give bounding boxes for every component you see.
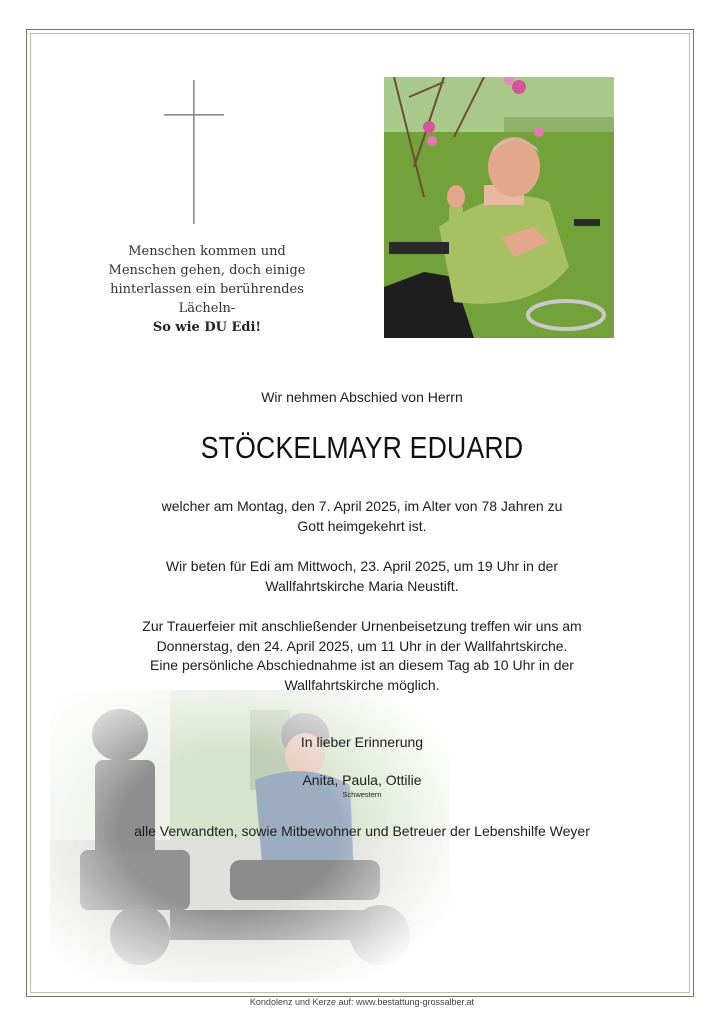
funeral-line: Eine persönliche Abschiednahme ist an diesem Tag ab 10 Uhr in der bbox=[150, 657, 574, 673]
portrait-photo bbox=[384, 77, 614, 338]
poem-line: Menschen kommen und bbox=[128, 244, 286, 259]
funeral-notice bbox=[0, 617, 724, 695]
intro-text: Wir nehmen Abschied von Herrn bbox=[261, 389, 463, 405]
footer-condolence-link[interactable]: Kondolenz und Kerze auf: www.bestattung-grossalber.at bbox=[249, 997, 475, 1007]
memory-heading: In lieber Erinnerung bbox=[300, 734, 424, 750]
cross-icon bbox=[164, 80, 224, 224]
poem-signature: So wie DU Edi! bbox=[152, 320, 262, 335]
death-notice bbox=[0, 497, 724, 536]
mourners: Anita, Paula, Ottilie bbox=[302, 772, 422, 788]
prayer-notice bbox=[0, 557, 724, 596]
other-mourners: alle Verwandten, sowie Mitbewohner und Betreuer der Lebenshilfe Weyer bbox=[134, 823, 590, 839]
prayer-line: Wallfahrtskirche Maria Neustift. bbox=[265, 577, 459, 594]
poem-line: hinterlassen ein berührendes bbox=[110, 282, 304, 297]
poem-line: Menschen gehen, doch einige bbox=[108, 263, 306, 278]
prayer-line: Wir beten für Edi am Mittwoch, 23. April 2025, um 19 Uhr in der bbox=[165, 558, 559, 574]
poem-line: Lächeln- bbox=[178, 301, 236, 316]
memorial-poem bbox=[96, 242, 318, 337]
death-line: welcher am Montag, den 7. April 2025, im Alter von 78 Jahren zu bbox=[161, 498, 563, 514]
deceased-name: STÖCKELMAYR EDUARD bbox=[200, 430, 524, 465]
funeral-line: Donnerstag, den 24. April 2025, um 11 Uhr in der Wallfahrtskirche. bbox=[156, 637, 568, 654]
funeral-line: Zur Trauerfeier mit anschließender Urnenbeisetzung treffen wir uns am bbox=[142, 618, 582, 634]
funeral-line: Wallfahrtskirche möglich. bbox=[284, 676, 440, 693]
death-line: Gott heimgekehrt ist. bbox=[297, 517, 427, 534]
mourners-relation: Schwestern bbox=[342, 790, 382, 799]
